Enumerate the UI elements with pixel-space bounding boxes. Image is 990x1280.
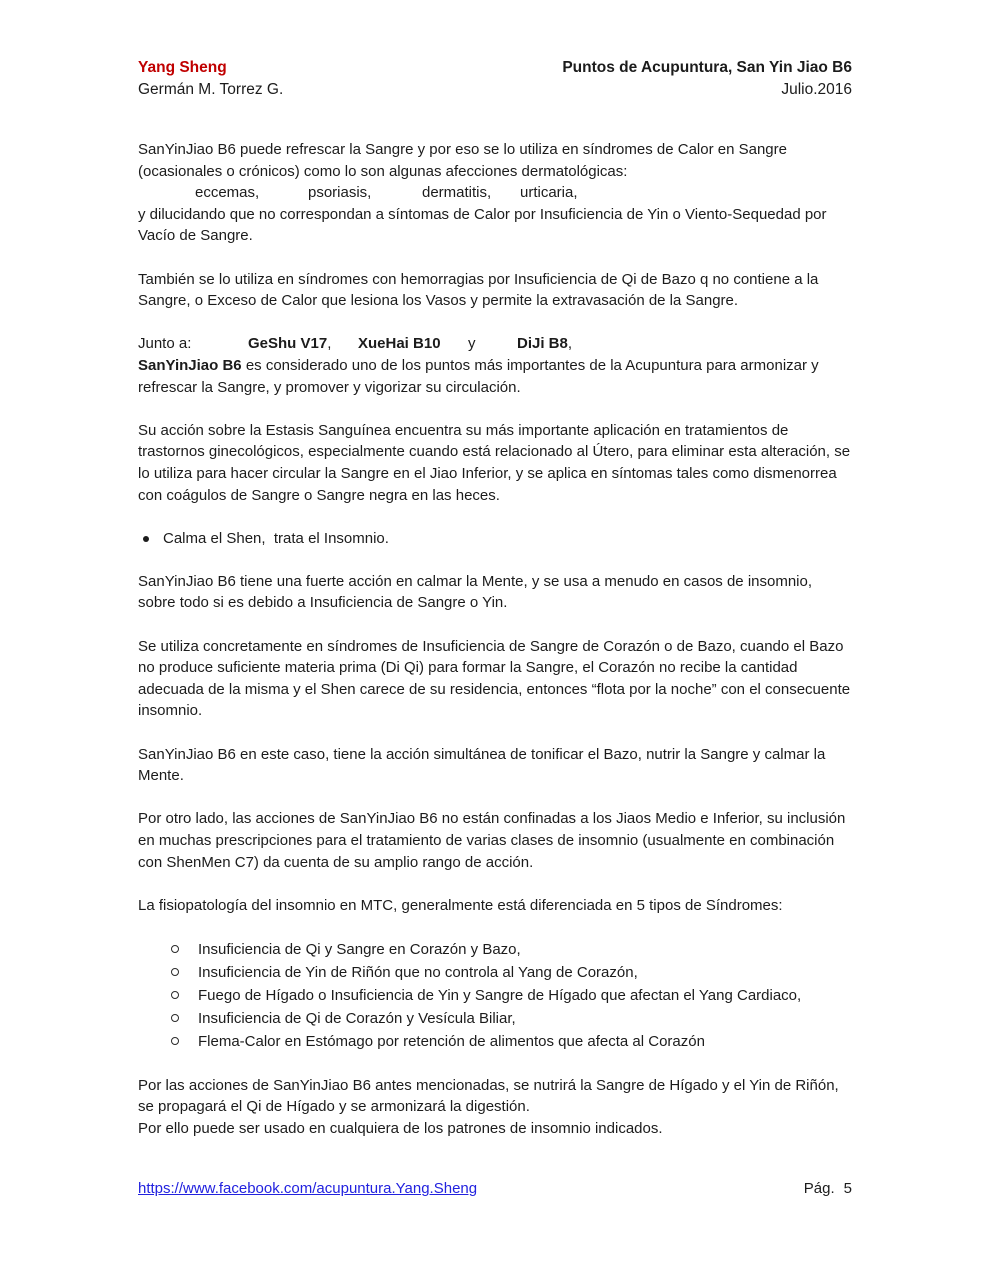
paragraph-calmar-mente [138, 571, 852, 614]
facebook-link[interactable]: https://www.facebook.com/acupuntura.Yang.Sheng [138, 1180, 478, 1197]
paragraph-text: Se utiliza concretamente en síndromes de Insuficiencia de Sangre de Corazón o de Bazo, cuando el Bazo no produce suficiente materia prima (Di Qi) para formar la Sangre, el Corazón no recibe la cantidad adecuada de la misma y el Shen carece de su residencia, entonces “flota por la noche” con el consecuente insomnio. [138, 637, 851, 720]
paragraph-text: SanYinJiao B6 puede refrescar la Sangre y por eso se lo utiliza en síndromes de Calor en Sangre (ocasionales o crónicos) como lo son algunas afecciones dermatológicas: [138, 141, 787, 180]
point-sanyinjiao-bold: SanYinJiao B6 [138, 356, 242, 374]
junto-tab-line [138, 333, 852, 355]
page-header [138, 57, 852, 101]
paragraph-text: y dilucidando que no correspondan a síntomas de Calor por Insuficiencia de Yin o Viento-Sequedad por Vacío de Sangre. [138, 205, 827, 245]
conjunction: y [468, 335, 476, 353]
paragraph-text: Su acción sobre la Estasis Sanguínea encuentra su más importante aplicación en tratamientos de trastornos ginecológicos, especialmente cuando está relacionado al Útero, para eliminar esta alteración, se lo utiliza para hacer circular la Sangre en el Jiao Inferior, y se aplica en síntomas tales como dismenorrea con coágulos de Sangre o Sangre negra en las heces. [138, 421, 851, 504]
page-number [804, 1178, 852, 1199]
paragraph-fisiopatologia [138, 895, 852, 917]
paragraph-text: es considerado uno de los puntos más importantes de la Acupuntura para armonizar y refrescar la Sangre, y promover y vigorizar su circulación. [138, 356, 819, 396]
syndrome-text: Flema-Calor en Estómago por retención de alimentos que afecta al Corazón [198, 1032, 705, 1050]
circle-bullet-icon [171, 1037, 179, 1045]
author-name: Germán M. Torrez G. [138, 81, 284, 98]
point-xuehai-b10 [358, 333, 468, 355]
header-row-2 [138, 79, 852, 101]
circle-bullet-icon [171, 945, 179, 953]
point-name: DiJi B8 [517, 335, 568, 353]
syndrome-item-3 [138, 984, 852, 1007]
paragraph-insuficiencia-sangre [138, 636, 852, 722]
junto-label: Junto a: [138, 335, 192, 353]
paragraph-conclusion [138, 1075, 852, 1140]
term-urticaria: urticaria, [520, 184, 578, 202]
circle-bullet-icon [171, 968, 179, 976]
paragraph-junto-a [138, 333, 852, 398]
paragraph-jiaos-medio-inferior [138, 808, 852, 873]
syndrome-text: Insuficiencia de Yin de Riñón que no controla al Yang de Corazón, [198, 963, 638, 981]
syndrome-item-5 [138, 1030, 852, 1053]
syndrome-text: Insuficiencia de Qi de Corazón y Vesícula Biliar, [198, 1009, 516, 1027]
paragraph-text: También se lo utiliza en síndromes con hemorragias por Insuficiencia de Qi de Bazo q no contiene a la Sangre, o Exceso de Calor que lesiona los Vasos y permite la extravasación de la Sangre. [138, 270, 819, 310]
paragraph-hemorragias [138, 269, 852, 312]
point-name: XueHai B10 [358, 335, 441, 353]
document-body [138, 139, 852, 1139]
term-psoriasis: psoriasis, [308, 184, 372, 202]
page-footer [138, 1178, 852, 1199]
point-geshu-v17 [248, 333, 358, 355]
syndrome-item-2 [138, 961, 852, 984]
page-label: Pág. [803, 1180, 835, 1197]
paragraph-text: SanYinJiao B6 tiene una fuerte acción en calmar la Mente, y se usa a menudo en casos de insomnio, sobre todo si es debido a Insuficiencia de Sangre o Yin. [138, 572, 813, 612]
document-date: Julio.2016 [781, 81, 852, 98]
term-eccemas: eccemas, [195, 184, 260, 202]
page-number-value: 5 [843, 1180, 852, 1197]
dermatology-terms-line [138, 182, 852, 204]
header-row-1 [138, 57, 852, 79]
paragraph-text: SanYinJiao B6 en este caso, tiene la acción simultánea de tonificar el Bazo, nutrir la Sangre y calmar la Mente. [138, 745, 826, 785]
term-dermatitis: dermatitis, [422, 184, 492, 202]
paragraph-text: Por las acciones de SanYinJiao B6 antes mencionadas, se nutrirá la Sangre de Hígado y el Yin de Riñón, se propagará el Qi de Hígado y se armonizará la digestión. [138, 1076, 839, 1116]
syndrome-item-1 [138, 938, 852, 961]
paragraph-text [138, 355, 852, 398]
separator: , [567, 335, 573, 353]
paragraph-text: Por otro lado, las acciones de SanYinJiao B6 no están confinadas a los Jiaos Medio e Inferior, su inclusión en muchas prescripciones para el tratamiento de varias clases de insomnio (usualmente en combinación con ShenMen C7) da cuenta de su amplio rango de acción. [138, 810, 846, 871]
paragraph-accion-simultanea [138, 744, 852, 787]
separator: , [327, 335, 332, 353]
bullet-icon [143, 536, 149, 542]
syndrome-text: Fuego de Hígado o Insuficiencia de Yin y Sangre de Hígado que afectan el Yang Cardiaco, [198, 986, 802, 1004]
circle-bullet-icon [171, 1014, 179, 1022]
paragraph-estasis-sanguinea [138, 420, 852, 506]
syndrome-text: Insuficiencia de Qi y Sangre en Corazón y Bazo, [198, 940, 521, 958]
syndrome-item-4 [138, 1007, 852, 1030]
document-title: Puntos de Acupuntura, San Yin Jiao B6 [562, 59, 852, 76]
paragraph-refrescar-sangre [138, 139, 852, 247]
syndrome-list [138, 938, 852, 1053]
paragraph-text: Por ello puede ser usado en cualquiera de los patrones de insomnio indicados. [138, 1119, 663, 1137]
bullet-calma-shen [138, 528, 852, 550]
point-name: GeShu V17 [248, 335, 328, 353]
paragraph-text: La fisiopatología del insomnio en MTC, generalmente está diferenciada en 5 tipos de Síndromes: [138, 896, 783, 914]
bullet-text: Calma el Shen, trata el Insomnio. [163, 529, 389, 547]
brand-title: Yang Sheng [138, 59, 227, 76]
point-diji-b8 [517, 333, 572, 355]
circle-bullet-icon [171, 991, 179, 999]
